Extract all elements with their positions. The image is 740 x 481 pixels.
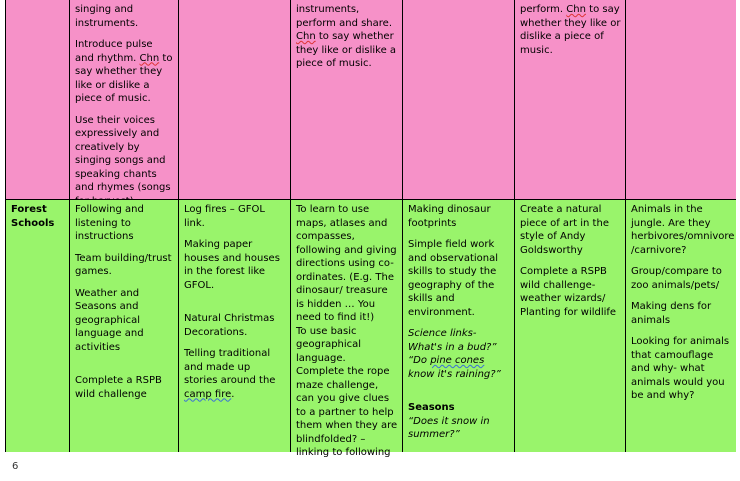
music-cell-col7	[626, 0, 736, 199]
music-col2-p2	[75, 38, 174, 106]
music-cell-col2	[70, 0, 179, 199]
music-col2-p2-pre: Introduce pulse and rhythm.	[75, 39, 153, 64]
music-col6-p1-pre: perform.	[520, 4, 567, 15]
music-col4-p1: instruments, perform and share.	[296, 4, 392, 29]
spacer	[408, 389, 510, 401]
music-col2-p2-chn: Chn	[139, 52, 160, 64]
forest-col5-seasons: Seasons	[408, 402, 455, 413]
forest-col6-p1: Create a natural piece of art in the style of Andy Goldsworthy	[520, 204, 609, 256]
forest-cell-col6	[515, 199, 626, 452]
forest-col7-p2: Group/compare to zoo animals/pets/	[631, 266, 722, 291]
music-cell-col6	[515, 0, 626, 199]
forest-cell-col2	[70, 199, 179, 452]
forest-col3-p4-post: .	[231, 388, 235, 400]
pine-cones-text: pine cones	[430, 355, 485, 366]
forest-col2-p3: Weather and Seasons and geographical language and activities	[75, 287, 144, 353]
forest-col3-p2: Making paper houses and houses in the forest like GFOL.	[184, 239, 280, 291]
music-col4-p2	[296, 30, 398, 71]
forest-col6-p3: Planting for wildlife	[520, 306, 617, 318]
music-col2-p1: singing and instruments.	[75, 4, 139, 29]
spacer	[184, 300, 286, 312]
music-col6-p1-post: to say whether they like or dislike a piece of music.	[520, 4, 621, 56]
forest-col5-p4-pre: “Do	[408, 355, 431, 366]
spacer	[75, 362, 174, 374]
forest-col2-p4: Complete a RSPB wild challenge	[75, 375, 162, 400]
music-col4-p2-post: to say whether they like or dislike a piece of music.	[296, 31, 397, 69]
forest-col5-p4-post: know it's raining?”	[408, 368, 501, 380]
forest-col4-p3: Complete the rope maze challenge, can you give clues to a partner to help them when they are blindfolded? –linking to following	[296, 366, 398, 458]
camp-fire-text: camp fire	[184, 388, 232, 400]
page-number: 6	[12, 461, 19, 472]
music-col6-chn: Chn	[566, 4, 586, 15]
forest-cell-col7	[626, 199, 736, 452]
forest-col7-p1: Animals in the jungle. Are they herbivores/omnivore /carnivore?	[631, 204, 735, 256]
music-col4-chn: Chn	[296, 31, 316, 42]
forest-col5-p3: Science links- What's in a bud?”	[408, 328, 497, 353]
forest-cell-col3	[179, 199, 291, 452]
forest-col3-p4-pre: Telling traditional and made up stories around the	[184, 348, 276, 386]
forest-col2-p1: Following and listening to instructions	[75, 204, 144, 242]
forest-col7-p4: Looking for animals that camouflage and why- what animals would you be and why?	[631, 336, 730, 401]
forest-col4-p2: To use basic geographical language.	[296, 325, 362, 364]
forest-row-header-cell	[6, 199, 70, 452]
forest-col5-p5: “Does it snow in summer?”	[408, 415, 490, 440]
forest-col3-p4	[184, 347, 286, 401]
forest-col7-p3: Making dens for animals	[631, 301, 712, 326]
music-col2-p2-post: to say whether they like or dislike a piece of music.	[75, 52, 173, 104]
forest-cell-col5	[403, 199, 515, 452]
music-cell-col4	[291, 0, 403, 199]
music-row-header-cell	[6, 0, 70, 199]
forest-col3-p1: Log fires – GFOL link.	[184, 204, 265, 229]
forest-col2-p2: Team building/trust games.	[75, 252, 172, 277]
forest-row-header: Forest Schools	[11, 204, 55, 229]
music-cell-col3	[179, 0, 291, 199]
forest-col3-p3: Natural Christmas Decorations.	[184, 313, 275, 338]
curriculum-table	[5, 0, 735, 458]
forest-cell-col4	[291, 199, 403, 458]
music-col2-p3: Use their voices expressively and creatively by singing songs and speaking chants and rhymes (songs	[75, 114, 171, 193]
forest-col5-p2: Simple field work and observational skills to study the geography of the skills and environment.	[408, 239, 499, 318]
music-cell-col5	[403, 0, 515, 199]
forest-col5-p4	[408, 354, 510, 381]
forest-col5-p1: Making dinosaur footprints	[408, 204, 491, 229]
forest-col6-p2: Complete a RSPB wild challenge- weather wizards/	[520, 266, 607, 304]
music-col6-p1	[520, 3, 621, 57]
forest-col4-p1: To learn to use maps, atlases and compasses, following and giving directions using co-ordinates. (E.g. The dinosaur/ treasure is hidden … You need to find it!)	[296, 204, 397, 323]
